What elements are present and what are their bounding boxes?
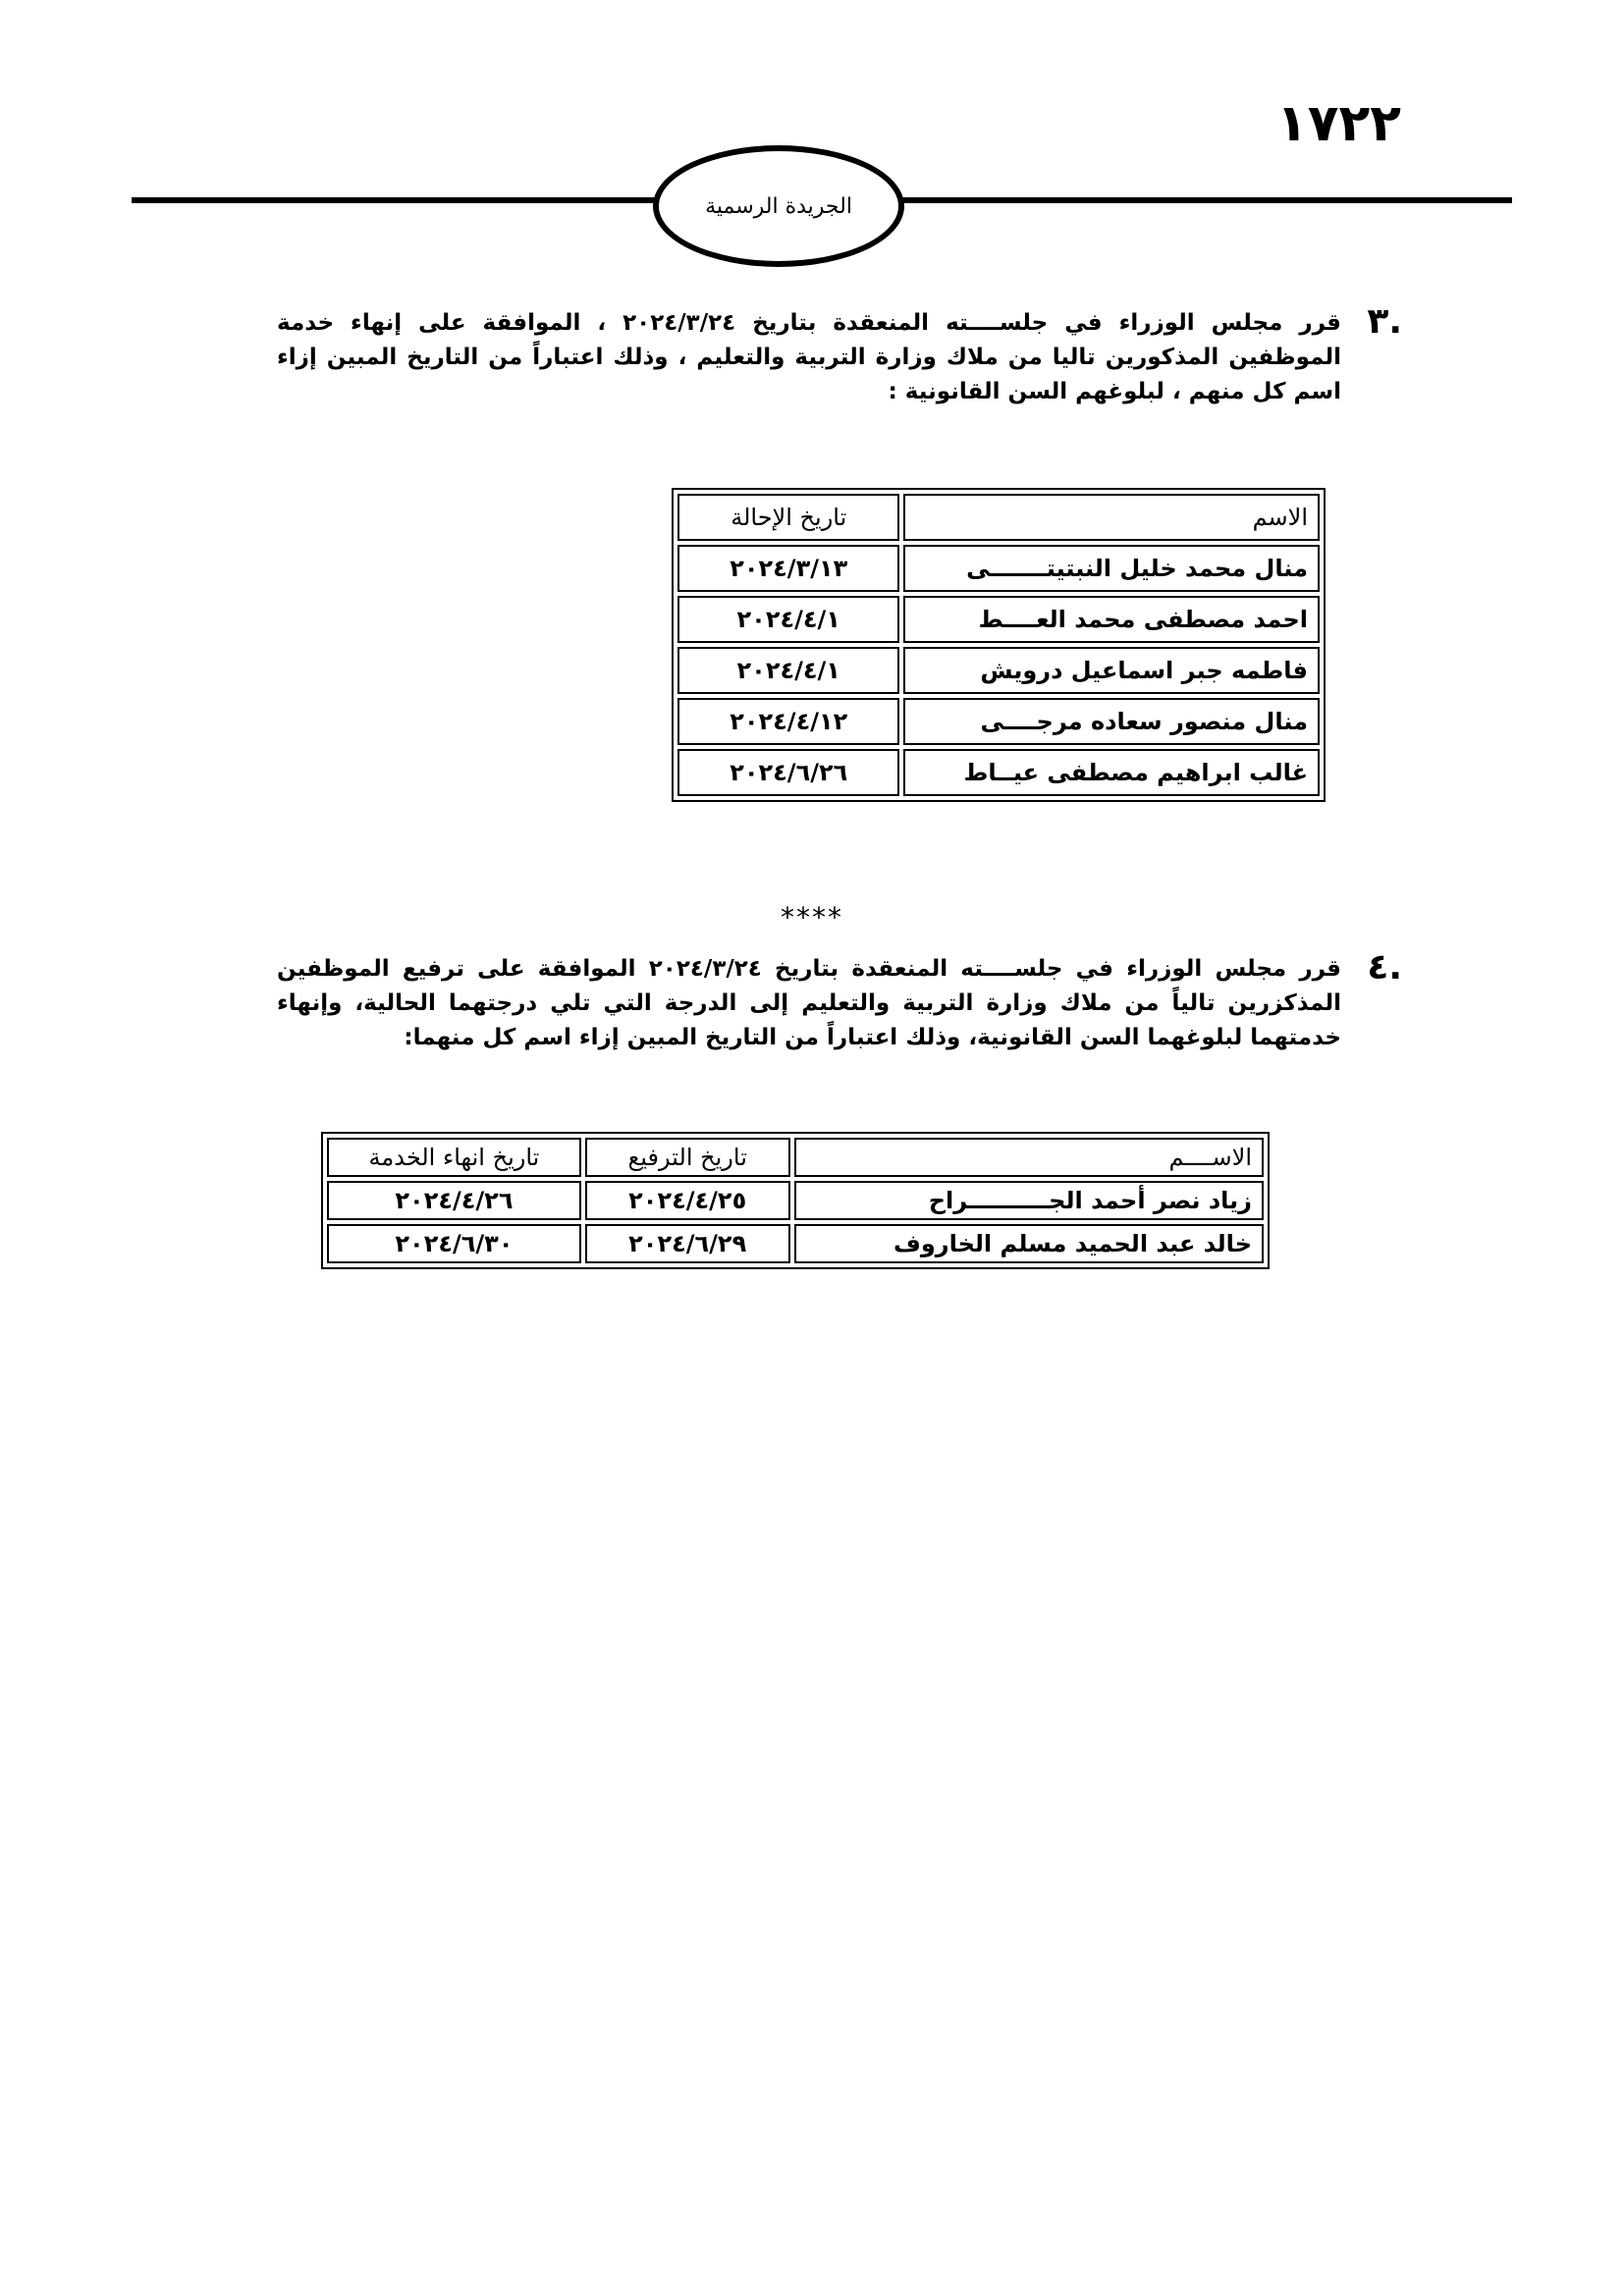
retirement-date: ٢٠٢٤/٦/٢٦ bbox=[677, 749, 899, 796]
table-row bbox=[677, 749, 1320, 796]
employee-name: منال منصور سعاده مرجــــى bbox=[903, 698, 1320, 745]
column-header-promotion-date: تاريخ الترفيع bbox=[585, 1138, 790, 1177]
service-end-date: ٢٠٢٤/٤/٢٦ bbox=[327, 1181, 581, 1220]
column-header-name: الاســــم bbox=[794, 1138, 1264, 1177]
column-header-service-end-date: تاريخ انهاء الخدمة bbox=[327, 1138, 581, 1177]
employee-name: غالب ابراهيم مصطفى عيــاط bbox=[903, 749, 1320, 796]
column-header-name: الاسم bbox=[903, 494, 1320, 541]
table-row bbox=[677, 545, 1320, 592]
table-row bbox=[677, 596, 1320, 643]
employee-name: منال محمد خليل النبتيتـــــــى bbox=[903, 545, 1320, 592]
gazette-title-oval bbox=[653, 145, 904, 267]
promotion-date: ٢٠٢٤/٦/٢٩ bbox=[585, 1224, 790, 1263]
section-separator: **** bbox=[781, 901, 843, 934]
column-header-retirement-date: تاريخ الإحالة bbox=[677, 494, 899, 541]
item-number: .٣ bbox=[1367, 301, 1402, 342]
promotion-date: ٢٠٢٤/٤/٢٥ bbox=[585, 1181, 790, 1220]
decision-text: قرر مجلس الوزراء في جلســــته المنعقدة بتاريخ ٢٠٢٤/٣/٢٤ ، الموافقة على إنهاء خدمة الموظفين المذكورين تاليا من ملاك وزارة التربية والتعليم ، وذلك اعتباراً من التاريخ المبين إزاء اسم كل منهم ، لبلوغهم السن القانونية : bbox=[277, 310, 1341, 404]
retirement-table bbox=[672, 488, 1326, 802]
decision-item-4 bbox=[277, 947, 1402, 1055]
table-header-row bbox=[327, 1138, 1264, 1177]
retirement-date: ٢٠٢٤/٤/١٢ bbox=[677, 698, 899, 745]
page-number: ١٧٢٢ bbox=[1276, 94, 1401, 153]
table-header-row bbox=[677, 494, 1320, 541]
decision-item-3 bbox=[277, 301, 1402, 409]
employee-name: خالد عبد الحميد مسلم الخاروف bbox=[794, 1224, 1264, 1263]
table-row bbox=[327, 1224, 1264, 1263]
table-row bbox=[677, 698, 1320, 745]
retirement-date: ٢٠٢٤/٣/١٣ bbox=[677, 545, 899, 592]
item-number: .٤ bbox=[1367, 947, 1402, 988]
gazette-title: الجريدة الرسمية bbox=[705, 193, 852, 219]
retirement-date: ٢٠٢٤/٤/١ bbox=[677, 647, 899, 694]
employee-name: احمد مصطفى محمد العــــط bbox=[903, 596, 1320, 643]
employee-name: زياد نصر أحمد الجــــــــــراح bbox=[794, 1181, 1264, 1220]
table-row bbox=[677, 647, 1320, 694]
service-end-date: ٢٠٢٤/٦/٣٠ bbox=[327, 1224, 581, 1263]
table-row bbox=[327, 1181, 1264, 1220]
decision-text: قرر مجلس الوزراء في جلســــته المنعقدة بتاريخ ٢٠٢٤/٣/٢٤ الموافقة على ترفيع الموظفين المذكزرين تالياً من ملاك وزارة التربية والتعليم إلى الدرجة التي تلي درجتهما الحالية، وإنهاء خدمتهما لبلوغهما السن القانونية، وذلك اعتباراً من التاريخ المبين إزاء اسم كل منهما: bbox=[277, 956, 1341, 1050]
promotion-table bbox=[321, 1132, 1270, 1269]
employee-name: فاطمه جبر اسماعيل درويش bbox=[903, 647, 1320, 694]
retirement-date: ٢٠٢٤/٤/١ bbox=[677, 596, 899, 643]
